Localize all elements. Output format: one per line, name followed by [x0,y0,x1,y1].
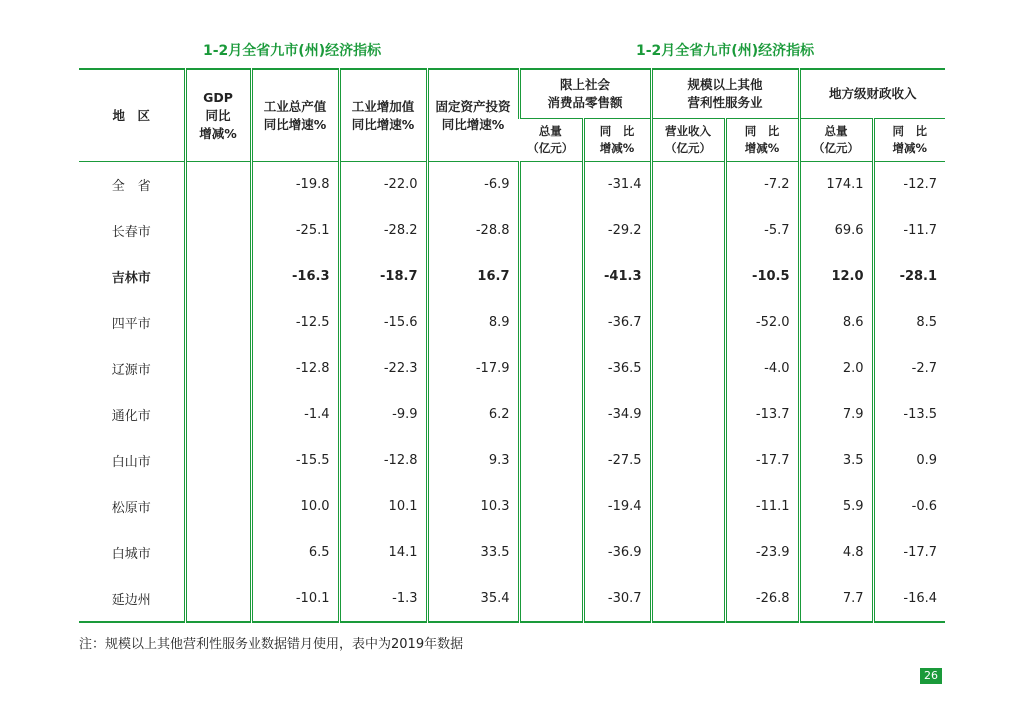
table-row [79,438,945,484]
value-cell-fix: 33.5 [427,530,519,576]
value-cell-gdp [185,484,251,530]
value-cell-rt [519,530,583,576]
value-cell-fg: -2.7 [873,346,945,392]
value-cell-fix: 16.7 [427,254,519,300]
header-fiscal-total: 总量 （亿元） [799,119,873,162]
value-cell-sg: -7.2 [725,162,799,208]
value-cell-rg: -31.4 [583,162,651,208]
header-retail-total: 总量 （亿元） [519,119,583,162]
region-cell: 延边州 [79,576,185,622]
value-cell-rg: -34.9 [583,392,651,438]
value-cell-fg: -12.7 [873,162,945,208]
footnote: 注：规模以上其他营利性服务业数据错月使用，表中为2019年数据 [79,637,464,652]
value-cell-add: -22.0 [339,162,427,208]
table-row [79,530,945,576]
value-cell-sg: -10.5 [725,254,799,300]
region-cell: 白城市 [111,547,151,562]
header-services-revenue: 营业收入 （亿元） [651,119,725,162]
table-row [79,346,945,392]
value-cell-ind: 10.0 [251,484,339,530]
value-cell-rg: -36.5 [583,346,651,392]
value-cell-gdp [185,392,251,438]
table-title-right: 1-2月全省九市(州)经济指标 [636,43,815,59]
region-cell: 松原市 [111,501,151,516]
table-body [79,162,945,622]
value-cell-ft: 3.5 [799,438,873,484]
value-cell-rt [519,438,583,484]
value-cell-rg: -41.3 [583,254,651,300]
value-cell-gdp [185,530,251,576]
value-cell-st [651,392,725,438]
value-cell-ft: 5.9 [799,484,873,530]
value-cell-fg: -28.1 [873,254,945,300]
value-cell-st [651,208,725,254]
value-cell-gdp [185,438,251,484]
value-cell-add: 14.1 [339,530,427,576]
value-cell-add: -15.6 [339,300,427,346]
value-cell-fg: -11.7 [873,208,945,254]
value-cell-fix: -6.9 [427,162,519,208]
value-cell-gdp [185,300,251,346]
value-cell-st [651,162,725,208]
value-cell-ft: 8.6 [799,300,873,346]
value-cell-ind: -25.1 [251,208,339,254]
header-region: 地 区 [79,69,185,162]
value-cell-st [651,530,725,576]
value-cell-gdp [185,162,251,208]
value-cell-sg: -11.1 [725,484,799,530]
value-cell-ft: 2.0 [799,346,873,392]
value-cell-gdp [185,346,251,392]
header-fiscal-growth: 同 比 增减% [873,119,945,162]
value-cell-fix: 9.3 [427,438,519,484]
value-cell-st [651,576,725,622]
table-row [79,484,945,530]
header-industrial-output: 工业总产值 同比增速% [251,69,339,162]
value-cell-fix: -28.8 [427,208,519,254]
value-cell-gdp [185,254,251,300]
value-cell-add: -9.9 [339,392,427,438]
value-cell-ind: -12.5 [251,300,339,346]
value-cell-add: 10.1 [339,484,427,530]
value-cell-sg: -26.8 [725,576,799,622]
table-row [79,254,945,300]
region-cell: 通化市 [111,409,151,424]
value-cell-rt [519,300,583,346]
region-cell: 辽源市 [111,363,151,378]
value-cell-rg: -30.7 [583,576,651,622]
value-cell-rg: -29.2 [583,208,651,254]
value-cell-ft: 4.8 [799,530,873,576]
value-cell-fg: -17.7 [873,530,945,576]
value-cell-add: -12.8 [339,438,427,484]
region-cell: 全 省 [79,162,185,208]
value-cell-sg: -23.9 [725,530,799,576]
region-cell: 四平市 [111,317,151,332]
value-cell-fg: -13.5 [873,392,945,438]
region-cell: 白山市 [111,455,151,470]
value-cell-rg: -36.9 [583,530,651,576]
header-fiscal-group: 地方级财政收入 [799,69,945,119]
value-cell-st [651,346,725,392]
value-cell-sg: -4.0 [725,346,799,392]
table-row [79,576,945,622]
value-cell-rg: -27.5 [583,438,651,484]
value-cell-ind: -10.1 [251,576,339,622]
value-cell-fg: -0.6 [873,484,945,530]
value-cell-ind: -1.4 [251,392,339,438]
value-cell-rg: -36.7 [583,300,651,346]
value-cell-add: -18.7 [339,254,427,300]
value-cell-st [651,300,725,346]
value-cell-ind: -15.5 [251,438,339,484]
value-cell-add: -22.3 [339,346,427,392]
value-cell-ft: 69.6 [799,208,873,254]
value-cell-sg: -17.7 [725,438,799,484]
value-cell-gdp [185,208,251,254]
value-cell-add: -1.3 [339,576,427,622]
header-fixed-investment: 固定资产投资 同比增速% [427,69,519,162]
value-cell-add: -28.2 [339,208,427,254]
value-cell-rt [519,484,583,530]
value-cell-fix: -17.9 [427,346,519,392]
value-cell-ft: 12.0 [799,254,873,300]
header-gdp: GDP 同比 增减% [185,69,251,162]
header-services-growth: 同 比 增减% [725,119,799,162]
value-cell-fg: -16.4 [873,576,945,622]
table-row [79,162,945,208]
value-cell-sg: -5.7 [725,208,799,254]
value-cell-ind: 6.5 [251,530,339,576]
value-cell-sg: -13.7 [725,392,799,438]
value-cell-rt [519,208,583,254]
value-cell-ind: -16.3 [251,254,339,300]
value-cell-rt [519,346,583,392]
value-cell-gdp [185,576,251,622]
value-cell-rt [519,392,583,438]
value-cell-ind: -19.8 [251,162,339,208]
header-retail-group: 限上社会 消费品零售额 [519,69,651,119]
region-cell: 吉林市 [111,271,151,286]
region-cell: 长春市 [111,225,151,240]
value-cell-sg: -52.0 [725,300,799,346]
header-industrial-added: 工业增加值 同比增速% [339,69,427,162]
value-cell-rg: -19.4 [583,484,651,530]
value-cell-fix: 6.2 [427,392,519,438]
table-row [79,208,945,254]
value-cell-rt [519,576,583,622]
value-cell-fix: 8.9 [427,300,519,346]
value-cell-fg: 8.5 [873,300,945,346]
header-services-group: 规模以上其他 营利性服务业 [651,69,799,119]
value-cell-fix: 10.3 [427,484,519,530]
value-cell-fix: 35.4 [427,576,519,622]
value-cell-ft: 7.9 [799,392,873,438]
value-cell-ft: 174.1 [799,162,873,208]
value-cell-rt [519,162,583,208]
table-row [79,300,945,346]
table-title-left: 1-2月全省九市(州)经济指标 [203,43,382,59]
value-cell-rt [519,254,583,300]
economic-indicators-table [79,68,945,623]
header-retail-growth: 同 比 增减% [583,119,651,162]
value-cell-st [651,438,725,484]
value-cell-st [651,254,725,300]
page-number: 26 [920,668,942,684]
value-cell-fg: 0.9 [873,438,945,484]
table-row [79,392,945,438]
value-cell-ind: -12.8 [251,346,339,392]
value-cell-st [651,484,725,530]
value-cell-ft: 7.7 [799,576,873,622]
